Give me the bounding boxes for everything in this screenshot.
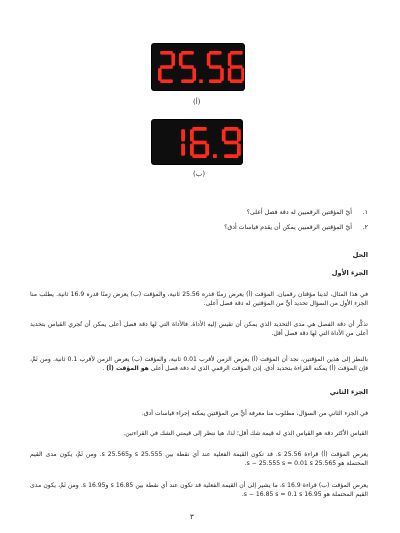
question-1-text: أيّ المؤقتين الرقميين له دقة فصل أعلى؟ xyxy=(246,209,353,216)
segment-d xyxy=(224,154,238,158)
part1-paragraph-1: في هذا المثال، لدينا مؤقتان رقميان. المؤقت (أ) يعرض زمنًا قدره 25.56 ثانية، والمؤقت (ب) يعرض زمنًا قدره 16.9 ثانية. يطلب منا الجزء الأول من السؤال تحديد أيٍّ من المؤقتين له دقة فصل أعلى. xyxy=(30,291,368,307)
timer-a-digits xyxy=(152,44,244,90)
segment-c xyxy=(241,68,244,81)
segment-f xyxy=(179,53,183,66)
digit-1 xyxy=(181,129,185,155)
timer-a-label: (أ) xyxy=(193,98,201,106)
segment-a xyxy=(192,127,206,131)
segment-d xyxy=(181,79,194,83)
segment-c xyxy=(237,144,241,156)
segment-d xyxy=(160,79,173,83)
part2-heading: الجزء الثاني xyxy=(329,388,368,396)
segment-b xyxy=(171,53,175,66)
segment-c xyxy=(220,68,224,81)
page-number: ٣ xyxy=(190,513,194,521)
segment-e xyxy=(158,68,162,81)
segment-f xyxy=(228,53,232,66)
digit-9 xyxy=(222,127,241,158)
segment-a xyxy=(230,51,243,55)
decimal-point xyxy=(213,154,217,158)
digit-2 xyxy=(158,51,175,83)
segment-d xyxy=(209,79,222,83)
digit-5 xyxy=(179,51,196,83)
digit-6 xyxy=(190,127,209,158)
segment-d xyxy=(192,154,206,158)
segment-e xyxy=(228,68,232,81)
digit-6 xyxy=(228,51,244,83)
segment-c xyxy=(205,144,209,156)
segment-g xyxy=(192,141,206,145)
segment-g xyxy=(181,65,194,69)
part2-paragraph-3: يعرض المؤقت (أ) قراءة 25.56 s. قد تكون القيمة الفعلية عند أي نقطة بين 25.555 s و25.565 s. ومن ثَمَّ، يكون مدى القيم المحتملة هو 25.565 s − 25.555 s = 0.01 s. xyxy=(30,451,369,467)
question-2 xyxy=(118,224,368,232)
decimal-point xyxy=(199,79,203,83)
segment-a xyxy=(181,51,194,55)
segment-e xyxy=(190,144,194,156)
timer-b-digits xyxy=(152,120,242,164)
part1-paragraph-3-end: . xyxy=(102,364,107,372)
question-1-number: ١. xyxy=(362,209,368,216)
part1-paragraph-3 xyxy=(30,356,368,373)
digit-5 xyxy=(207,51,224,83)
part1-paragraph-2: تذكَّر أن دقة الفصل هي مدى التحديد الذي يمكن أن تقيس إليه الأداة. فالأداة التي لها دقة فصل أعلى يمكن أن تُجري القياس بتحديد أعلى من الأداة التي لها دقة فصل أقل. xyxy=(30,321,368,337)
timer-a-display xyxy=(152,44,244,90)
segment-g xyxy=(224,141,238,145)
part2-paragraph-4: يعرض المؤقت (ب) قراءة 16.9 s، ما يشير إلى أن القيمة الفعلية قد تكون عند أي نقطة بين 16.85 s و16.95 s. ومن ثَمَّ، يكون مدى القيم المحتملة هو 16.95 s − 16.85 s = 0.1 s. xyxy=(30,482,369,498)
segment-f xyxy=(222,129,226,141)
segment-c xyxy=(192,68,196,81)
segment-g xyxy=(209,65,222,69)
question-2-number: ٢. xyxy=(362,224,368,231)
question-2-text: أيّ المؤقتين الرقميين يمكن أن يقدم قياسات أدق؟ xyxy=(224,224,353,231)
timer-b-display xyxy=(152,120,242,164)
solution-heading: الحل xyxy=(352,251,368,259)
segment-a xyxy=(160,51,173,55)
segment-d xyxy=(230,79,243,83)
part1-answer: هو المؤقت (أ) xyxy=(106,364,149,372)
segment-g xyxy=(160,65,173,69)
segment-b xyxy=(181,129,185,141)
segment-f xyxy=(190,129,194,141)
segment-f xyxy=(207,53,211,66)
part2-paragraph-1: في الجزء الثاني من السؤال، مطلوب منا معرفة أيٍّ من المؤقتين يمكنه إجراء قياسات أدق. xyxy=(141,410,368,417)
segment-a xyxy=(224,127,238,131)
segment-g xyxy=(230,65,243,69)
segment-a xyxy=(209,51,222,55)
part1-paragraph-3-start: بالنظر إلى هذين المؤقتين، نجد أن المؤقت (أ) يعرض الزمن لأقرب 0.01 ثانية، والمؤقت (ب) يعرض الزمن لأقرب 0.1 ثانية. ومن ثَمَّ، فإن المؤقت (أ) يمكنه القراءة بتحديد أدق. إذن المؤقت الرقمي الذي له دقة فصل أعلى xyxy=(30,356,368,372)
part2-paragraph-2: القياس الأكثر دقة هو القياس الذي له قيمة شك أقل؛ لذا، هيا ننظر إلى قيمتي الشك في القراءتين. xyxy=(123,430,368,437)
segment-b xyxy=(237,129,241,141)
segment-c xyxy=(181,144,185,156)
timer-b-label: (ب) xyxy=(193,170,206,178)
part1-heading: الجزء الأول xyxy=(331,269,368,277)
question-1 xyxy=(118,209,368,217)
